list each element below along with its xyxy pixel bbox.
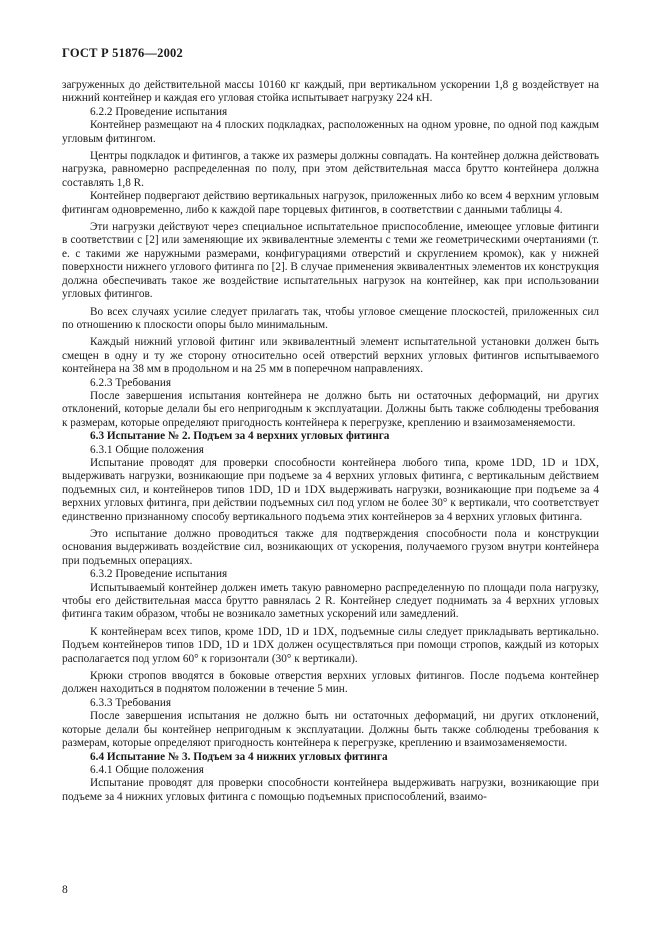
paragraph: Испытание проводят для проверки способности контейнера любого типа, кроме 1DD, 1D и 1DX, выдерживать нагрузки, возникающие при подъеме за 4 верхних угловых фитинга, с вертикальным действием подъемных сил, и контейнеров типов 1DD, 1D и 1DX выдерживать нагрузки, возникающие при подъеме за 4 верхних угловых фитинга, при действии подъемных сил под углом не более 30° к вертикали, что соответствует единственно признанному способу вертикального подъема этих контейнеров за 4 верхних угловых фитинга.	[62, 456, 599, 523]
paragraph: Крюки стропов вводятся в боковые отверстия верхних угловых фитингов. После подъема контейнер должен находиться в поднятом положении в течение 5 мин.	[62, 670, 599, 696]
paragraph: Контейнер подвергают действию вертикальных нагрузок, приложенных либо ко всем 4 верхним угловым фитингам одновременно, либо к каждой паре торцевых фитингов, в соответствии с данными таблицы 4.	[62, 190, 599, 216]
document-body	[62, 79, 599, 804]
paragraph: Испытываемый контейнер должен иметь такую равномерно распределенную по площади пола нагрузку, чтобы его действительная масса брутто равнялась 2 R. Контейнер следует поднимать за 4 верхних угловых фитинга таким образом, чтобы не возникало заметных ускорений или замедлений.	[62, 581, 599, 621]
section-heading-bold: 6.3 Испытание № 2. Подъем за 4 верхних угловых фитинга	[90, 430, 390, 443]
paragraph: Центры подкладок и фитингов, а также их размеры должны совпадать. На контейнер должна действовать нагрузка, равномерно распределенная по полу, при этом действительная масса брутто контейнера должна составлять 1,8 R.	[62, 150, 599, 189]
section-heading-bold: 6.4 Испытание № 3. Подъем за 4 нижних угловых фитинга	[90, 750, 388, 763]
section-heading: 6.3.2 Проведение испытания	[90, 568, 228, 581]
document-header: ГОСТ Р 51876—2002	[62, 46, 183, 60]
paragraph: После завершения испытания не должно быть ни остаточных деформаций, ни других отклонений, которые делали бы контейнер непригодным к эксплуатации. Должны быть также соблюдены требования к размерам, которые определяют пригодность контейнера к перегрузке, креплению и взаимозаменяемости.	[62, 710, 599, 750]
paragraph: Контейнер размещают на 4 плоских подкладках, расположенных на одном уровне, по одной под каждым угловым фитингом.	[62, 119, 599, 145]
paragraph: Каждый нижний угловой фитинг или эквивалентный элемент испытательной установки должен быть смещен в одну и ту же сторону относительно осей отверстий верхних угловых фитингов испытываемого контейнера на 38 мм в продольном и на 25 мм в поперечном направлениях.	[62, 336, 599, 376]
paragraph: загруженных до действительной массы 10160 кг каждый, при вертикальном ускорении 1,8 g воздействует на нижний контейнер и каждая его угловая стойка испытывает нагрузку 224 кН.	[62, 79, 599, 105]
paragraph: К контейнерам всех типов, кроме 1DD, 1D и 1DX, подъемные силы следует прикладывать вертикально. Подъем контейнеров типов 1DD, 1D и 1DX должен осуществляться при помощи стропов, каждый из которых располагается под углом 60° к горизонтали (30° к вертикали).	[62, 625, 599, 665]
paragraph: Это испытание должно проводиться также для подтверждения способности пола и конструкции основания выдерживать воздействие сил, возникающих от ускорения, получаемого грузом внутри контейнера при подъемных операциях.	[62, 528, 599, 567]
paragraph: Испытание проводят для проверки способности контейнера выдерживать нагрузки, возникающие при подъеме за 4 нижних угловых фитинга с помощью подъемных приспособлений, взаимо-	[62, 777, 599, 803]
section-heading: 6.4.1 Общие положения	[90, 763, 204, 776]
section-heading: 6.2.2 Проведение испытания	[90, 105, 228, 118]
paragraph: Эти нагрузки действуют через специальное испытательное приспособление, имеющее угловые фитинги в соответствии с [2] или заменяющие их эквивалентные элементы с теми же геометрическими очертаниями (т. е. с такими же наружными размерами, конфигурациями отверстий и скруглением кромок), как у нижней поверхности нижнего углового фитинга по [2]. В случае применения эквивалентных элементов их конструкция должна обеспечивать такое же воздействие испытательных нагрузок на контейнер, как при использовании угловых фитингов.	[62, 221, 599, 301]
section-heading: 6.3.3 Требования	[90, 696, 172, 709]
paragraph: Во всех случаях усилие следует прилагать так, чтобы угловое смещение плоскостей, приложенных сил по отношению к плоскости опоры было минимальным.	[62, 305, 599, 331]
section-heading: 6.3.1 Общие положения	[90, 443, 204, 456]
paragraph: После завершения испытания контейнера не должно быть ни остаточных деформаций, ни других отклонений, которые делали бы его непригодным к эксплуатации. Должны быть также соблюдены требования к размерам, которые определяют пригодность контейнера к перегрузке, креплению и взаимозаменяемости.	[62, 389, 599, 429]
section-heading: 6.2.3 Требования	[90, 376, 172, 389]
page-number: 8	[62, 884, 68, 896]
